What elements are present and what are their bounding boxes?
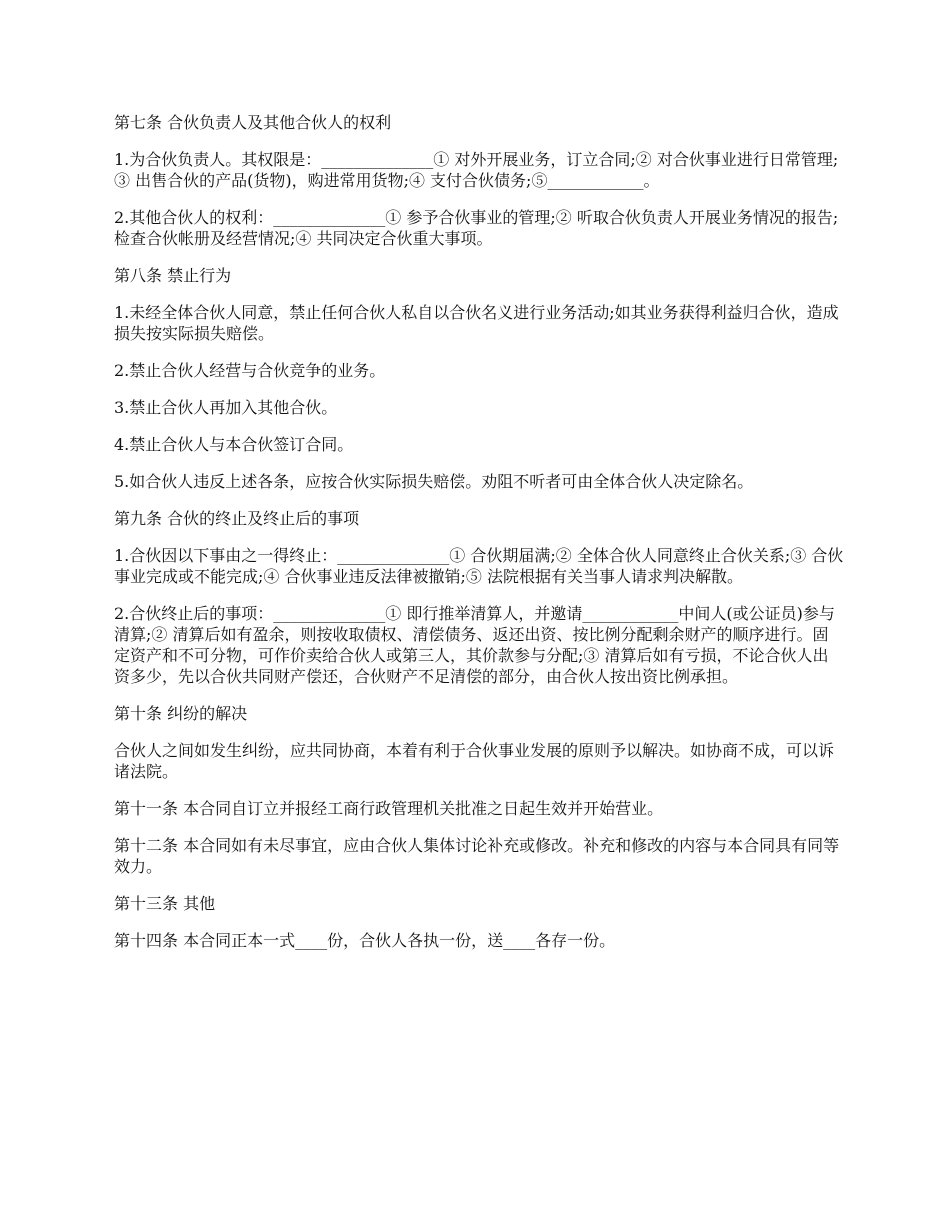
article-14-text: 第十四条 本合同正本一式____份，合伙人各执一份，送____各存一份。: [114, 931, 616, 950]
article-10-text: 合伙人之间如发生纠纷，应共同协商，本着有利于合伙事业发展的原则予以解决。如协商不成，可以诉诸法院。: [114, 741, 835, 781]
article-10-heading: 第十条 纠纷的解决: [114, 704, 248, 723]
article-9-clause-2: 2.合伙终止后的事项：______________① 即行推举清算人，并邀请____________中间人(或公证员)参与清算;② 清算后如有盈余，则按收取债权、清偿债务、返还出资、按比例分配剩余财产的顺序进行。固定资产和不可分物，可作价卖给合伙人或第三人，其价款参与分配;③ 清算后如有亏损，不论合伙人出资多少，先以合伙共同财产偿还，合伙财产不足清偿的部分，由合伙人按出资比例承担。: [114, 604, 835, 686]
article-8-clause-2: 2.禁止合伙人经营与合伙竞争的业务。: [114, 361, 386, 380]
article-8-heading: 第八条 禁止行为: [114, 266, 232, 285]
article-7-clause-1: 1.为合伙负责人。其权限是：______________① 对外开展业务，订立合同;② 对合伙事业进行日常管理;③ 出售合伙的产品(货物)，购进常用货物;④ 支付合伙债务;⑤____________。: [114, 150, 839, 190]
article-7-clause-2: 2.其他合伙人的权利：______________① 参予合伙事业的管理;② 听取合伙负责人开展业务情况的报告;检查合伙帐册及经营情况;④ 共同决定合伙重大事项。: [114, 208, 839, 248]
article-13-heading: 第十三条 其他: [114, 894, 216, 913]
article-7-heading: 第七条 合伙负责人及其他合伙人的权利: [114, 113, 392, 132]
article-9-heading: 第九条 合伙的终止及终止后的事项: [114, 509, 360, 528]
article-11-text: 第十一条 本合同自订立并报经工商行政管理机关批准之日起生效并开始营业。: [114, 799, 664, 818]
article-8-clause-4: 4.禁止合伙人与本合伙签订合同。: [114, 435, 354, 454]
document-page: [114, 112, 844, 967]
article-12-text: 第十二条 本合同如有未尽事宜，应由合伙人集体讨论补充或修改。补充和修改的内容与本合同具有同等效力。: [114, 836, 840, 876]
article-8-clause-3: 3.禁止合伙人再加入其他合伙。: [114, 398, 338, 417]
article-8-clause-1: 1.未经全体合伙人同意，禁止任何合伙人私自以合伙名义进行业务活动;如其业务获得利益归合伙，造成损失按实际损失赔偿。: [114, 303, 839, 343]
article-8-clause-5: 5.如合伙人违反上述各条，应按合伙实际损失赔偿。劝阻不听者可由全体合伙人决定除名。: [114, 472, 754, 491]
article-9-clause-1: 1.合伙因以下事由之一得终止：______________① 合伙期届满;② 全体合伙人同意终止合伙关系;③ 合伙事业完成或不能完成;④ 合伙事业违反法律被撤销;⑤ 法院根据有关当事人请求判决解散。: [114, 546, 844, 586]
